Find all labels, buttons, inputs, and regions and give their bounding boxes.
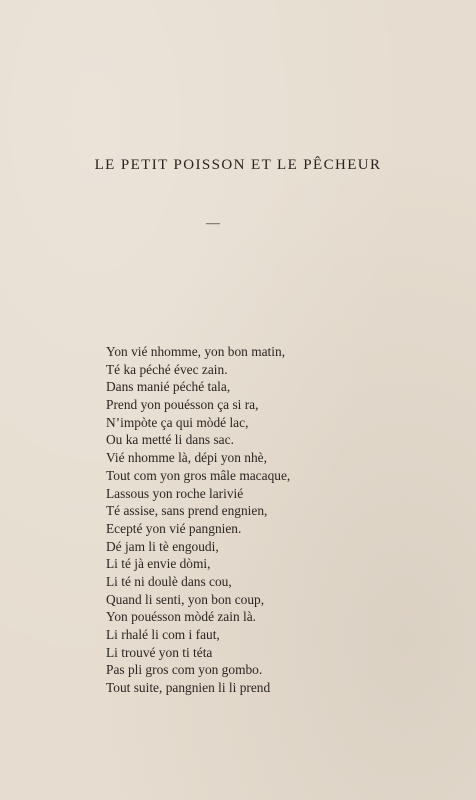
poem-line: Yon vié nhomme, yon bon matin, xyxy=(106,344,286,359)
poem-line: Li té jà envie dòmi, xyxy=(106,556,211,572)
poem-line: Quand li senti, yon bon coup, xyxy=(106,591,265,607)
poem-line: Ou ka metté li dans sac. xyxy=(106,432,234,448)
poem-line: Vié nhomme là, dépi yon nhè, xyxy=(106,450,267,466)
poem-line: Pas pli gros com yon gombo. xyxy=(106,662,263,678)
poem-line: Lassous yon roche larivié xyxy=(106,485,244,501)
poem-title: LE PETIT POISSON ET LE PÊCHEUR xyxy=(94,157,382,173)
poem-body xyxy=(106,343,290,697)
poem-line: N’impòte ça qui mòdé lac, xyxy=(106,414,249,430)
poem-line: Prend yon pouésson ça si ra, xyxy=(106,397,259,413)
title-separator: — xyxy=(206,216,220,231)
poem-line: Té ka péché évec zain. xyxy=(106,361,228,377)
poem-line: Tout suite, pangnien li li prend xyxy=(106,680,271,696)
poem-line: Dans manié péché tala, xyxy=(106,379,231,395)
poem-line: Li trouvé yon ti téta xyxy=(106,644,213,660)
poem-line: Li té ni doulè dans cou, xyxy=(106,573,232,589)
poem-line: Dé jam li tè engoudi, xyxy=(106,538,219,554)
poem-line: Tout com yon gros mâle macaque, xyxy=(106,467,291,483)
poem-line: Té assise, sans prend engnien, xyxy=(106,503,268,519)
poem-line: Yon pouésson mòdé zain là. xyxy=(106,609,257,625)
poem-line: Li rhalé li com i faut, xyxy=(106,627,220,642)
poem-line: Ecepté yon vié pangnien. xyxy=(106,520,242,536)
